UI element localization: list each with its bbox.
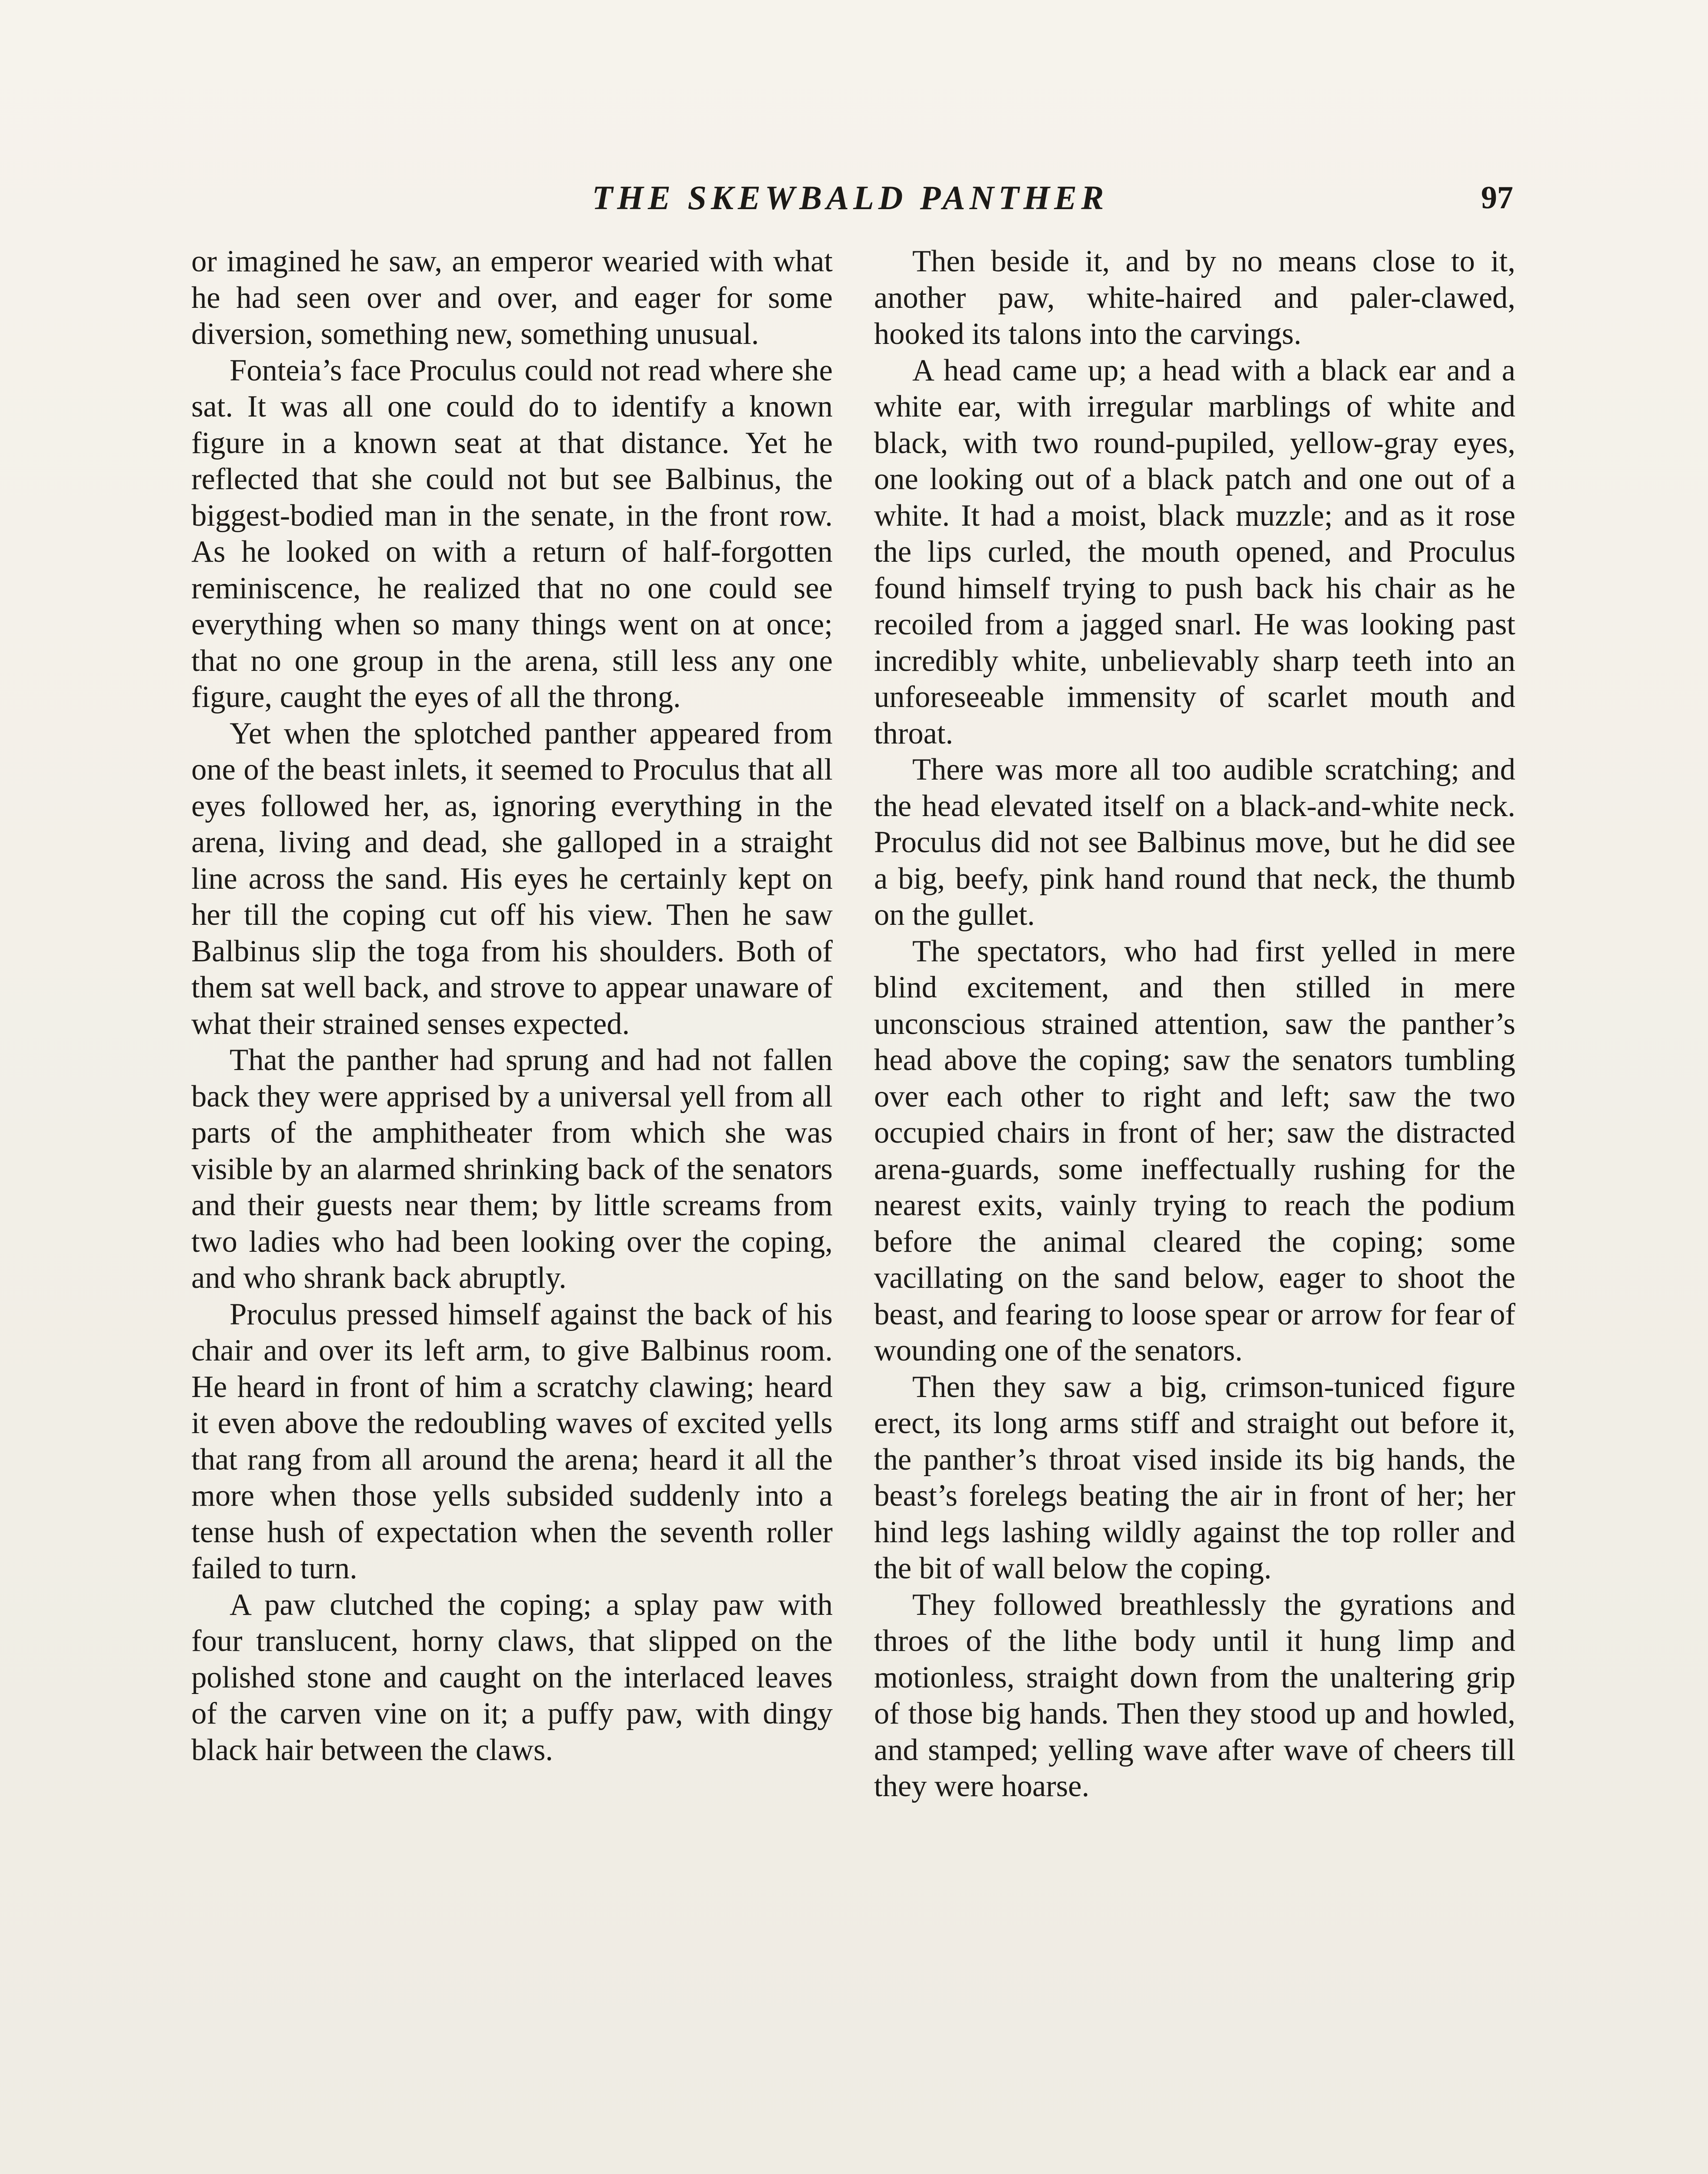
paragraph: Fonteia’s face Proculus could not read where she sat. It was all one could do to identify a known figure in a known seat at that distance. Yet he reflected that she could not but see Balbinus, the biggest-bodied man in the senate, in the front row. As he looked on with a return of half-forgotten reminiscence, he realized that no one could see everything when so many things went on at once; that no one group in the arena, still less any one figure, caught the eyes of all the throng. xyxy=(191,353,833,714)
paragraph: They followed breathlessly the gyrations and throes of the lithe body until it hung limp and motionless, straight down from the unaltering grip of those big hands. Then they stood up and howled, and stamped; yelling wave after wave of cheers till they were hoarse. xyxy=(874,1587,1515,1803)
paragraph: Proculus pressed himself against the back of his chair and over its left arm, to give Balbinus room. He heard in front of him a scratchy clawing; heard it even above the redoubling waves of excited yells that rang from all around the arena; heard it all the more when those yells subsided suddenly into a tense hush of expectation when the seventh roller failed to turn. xyxy=(191,1297,833,1585)
paragraph: Yet when the splotched panther appeared from one of the beast inlets, it seemed to Proculus that all eyes followed her, as, ignoring everything in the arena, living and dead, she galloped in a straight line across the sand. His eyes he certainly kept on her till the coping cut off his view. Then he saw Balbinus slip the toga from his shoulders. Both of them sat well back, and strove to appear unaware of what their strained senses expected. xyxy=(191,716,833,1041)
paragraph: The spectators, who had first yelled in mere blind excitement, and then stilled in mere unconscious strained attention, saw the panther’s head above the coping; saw the senators tumbling over each other to right and left; saw the two occupied chairs in front of her; saw the distracted arena-guards, some ineffectually rushing for the nearest exits, vainly trying to reach the podium before the animal cleared the coping; some vacillating on the sand below, eager to shoot the beast, and fearing to loose spear or arrow for fear of wounding one of the senators. xyxy=(874,934,1515,1367)
paragraph: A paw clutched the coping; a splay paw with four translucent, horny claws, that slipped on the polished stone and caught on the interlaced leaves of the carven vine on it; a puffy paw, with dingy black hair between the claws. xyxy=(191,1587,833,1767)
paragraph: Then beside it, and by no means close to it, another paw, white-haired and paler-clawed, hooked its talons into the carvings. xyxy=(874,244,1515,351)
running-head xyxy=(187,172,1513,224)
paragraph: That the panther had sprung and had not fallen back they were apprised by a universal yell from all parts of the amphitheater from which she was visible by an alarmed shrinking back of the senators and their guests near them; by little screams from two ladies who had been looking over the coping, and who shrank back abruptly. xyxy=(191,1043,833,1295)
right-column xyxy=(874,243,1515,1805)
page-number: 97 xyxy=(1481,180,1513,216)
paragraph: There was more all too audible scratching; and the head elevated itself on a black-and-white neck. Proculus did not see Balbinus move, but he did see a big, beefy, pink hand round that neck, the thumb on the gullet. xyxy=(874,753,1515,932)
paragraph: Then they saw a big, crimson-tuniced figure erect, its long arms stiff and straight out before it, the panther’s throat vised inside its big hands, the beast’s forelegs beating the air in front of her; her hind legs lashing wildly against the top roller and the bit of wall below the coping. xyxy=(874,1370,1515,1585)
running-title: THE SKEWBALD PANTHER xyxy=(592,179,1108,217)
paragraph: A head came up; a head with a black ear and a white ear, with irregular marblings of white and black, with two round-pupiled, yellow-gray eyes, one looking out of a black patch and one out of a white. It had a moist, black muzzle; and as it rose the lips curled, the mouth opened, and Proculus found himself trying to push back his chair as he recoiled from a jagged snarl. He was looking past incredibly white, unbelievably sharp teeth into an unforeseeable immensity of scarlet mouth and throat. xyxy=(874,353,1515,750)
left-column xyxy=(191,243,833,1768)
paragraph: or imagined he saw, an emperor wearied with what he had seen over and over, and eager for some diversion, something new, something unusual. xyxy=(191,244,833,351)
